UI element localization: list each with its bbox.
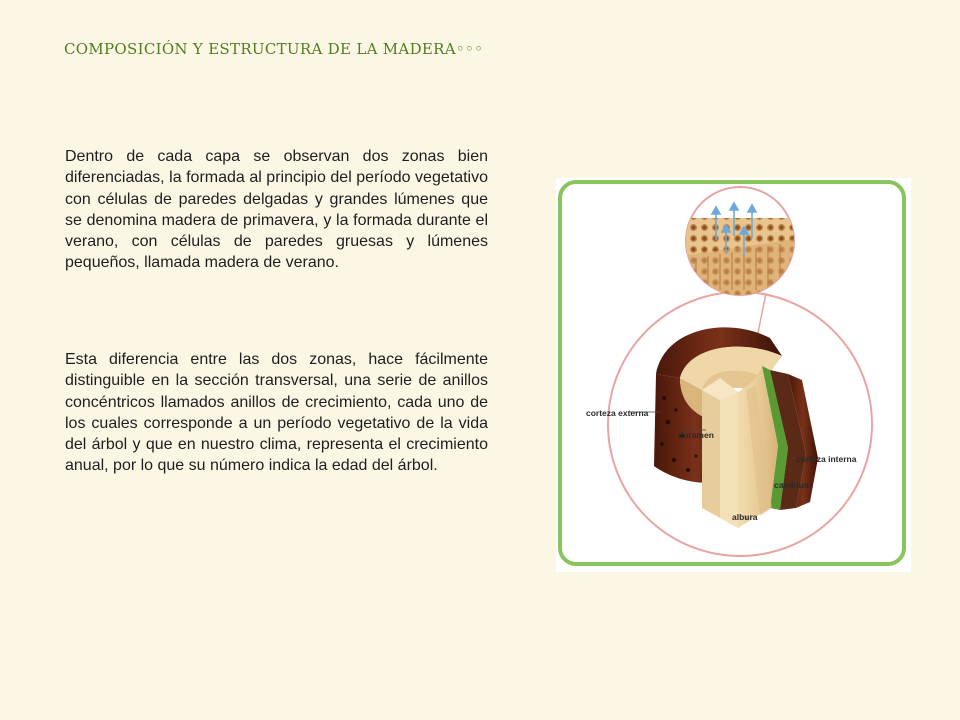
label-corteza-interna: corteza interna [796, 454, 857, 464]
paragraph-growth-rings: Esta diferencia entre las dos zonas, hace fácilmente distinguible en la sección transversal, una serie de anillos concéntricos llamados anillos de crecimiento, cada uno de los cuales corresponde a un período vegetativo de la vida del árbol y que en nuestro clima, representa el crecimiento anual, por lo que su número indica la edad del árbol. [65, 351, 488, 475]
label-duramen: duramen [678, 430, 714, 440]
label-albura: albura [732, 512, 758, 522]
wood-structure-figure [556, 178, 911, 572]
label-cambium: cambium [774, 480, 812, 490]
paragraph-growth-zones: Dentro de cada capa se observan dos zonas bien diferenciadas, la formada al principio del período vegetativo con células de paredes delgadas y grandes lúmenes que se denomina madera de primavera, y la formada durante el verano, con células de paredes gruesas y lúmenes pequeños, llamada madera de verano. [65, 148, 488, 272]
slide-title: COMPOSICIÓN Y ESTRUCTURA DE LA MADERA◦◦◦ [64, 40, 484, 58]
wood-structure-illustration [556, 178, 911, 572]
label-corteza-externa: corteza externa [586, 408, 649, 418]
